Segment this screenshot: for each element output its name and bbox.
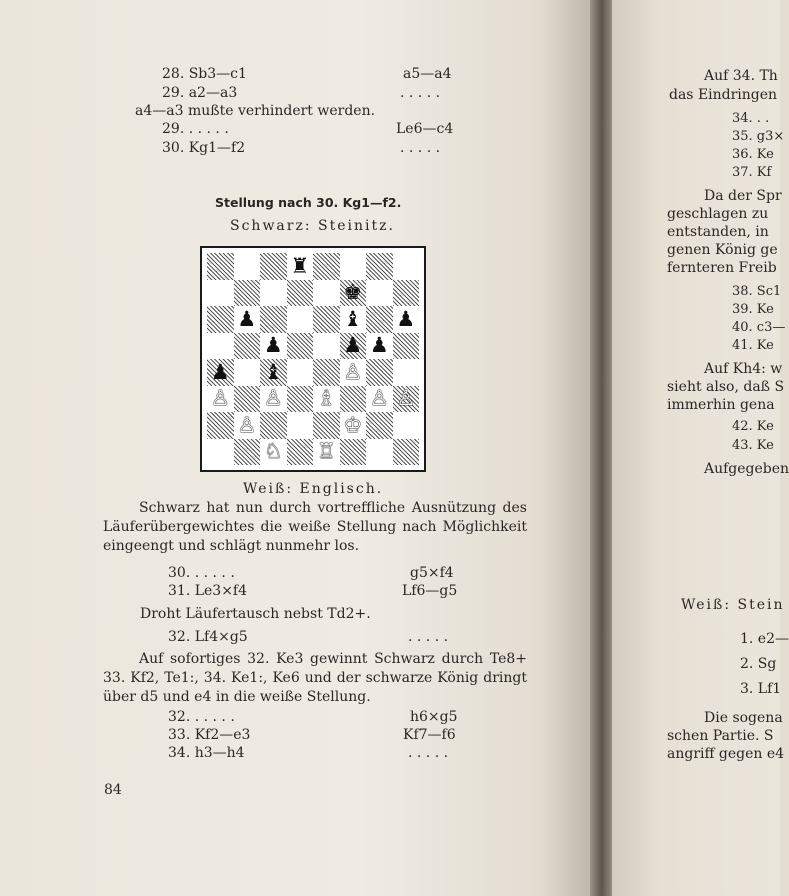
- square-g3: [366, 386, 393, 413]
- move-fragment: 3. Lf1: [740, 681, 782, 697]
- text-fragment: Auf 34. Th: [704, 68, 778, 84]
- text-fragment: Da der Spr: [704, 188, 782, 204]
- square-c2: [260, 412, 287, 439]
- move-black: Le6—c4: [396, 121, 454, 137]
- square-c7: [260, 280, 287, 307]
- black-pawn-piece: ♟: [237, 306, 257, 331]
- move-fragment: 36. Ke: [732, 147, 774, 162]
- diagram-title: Stellung nach 30. Kg1—f2.: [215, 195, 402, 210]
- diagram-white-label: Weiß: Englisch.: [243, 481, 384, 497]
- square-c5: [260, 333, 287, 360]
- square-e8: [313, 253, 340, 280]
- square-f8: [340, 253, 367, 280]
- move-fragment: 37. Kf: [732, 165, 772, 180]
- paragraph-line: über d5 und e4 in die weiße Stellung.: [103, 689, 371, 705]
- paragraph-line: Schwarz hat nun durch vortreffliche Ausnützung des: [139, 500, 527, 516]
- chess-diagram: [200, 246, 426, 472]
- square-f4: [340, 359, 367, 386]
- text-fragment: fernteren Freib: [667, 260, 777, 276]
- square-a3: [207, 386, 234, 413]
- square-e3: [313, 386, 340, 413]
- paragraph-line: Auf sofortiges 32. Ke3 gewinnt Schwarz durch Te8+: [139, 651, 527, 667]
- square-a6: [207, 306, 234, 333]
- move-fragment: 38. Sc1: [732, 284, 782, 299]
- move-white: 30. Kg1—f2: [162, 140, 246, 156]
- square-c8: [260, 253, 287, 280]
- move-white: 34. h3—h4: [168, 745, 245, 761]
- move-fragment: 2. Sg: [740, 656, 777, 672]
- move-fragment: 1. e2—: [740, 631, 789, 647]
- move-fragment: 43. Ke: [732, 438, 774, 453]
- text-fragment: sieht also, daß S: [667, 379, 785, 395]
- paragraph: [103, 499, 527, 556]
- square-b4: [234, 359, 261, 386]
- square-b8: [234, 253, 261, 280]
- square-b2: [234, 412, 261, 439]
- square-e4: [313, 359, 340, 386]
- white-pawn-piece: ♙: [263, 386, 283, 411]
- square-b6: [234, 306, 261, 333]
- square-d8: [287, 253, 314, 280]
- black-pawn-piece: ♟: [369, 333, 389, 358]
- text-fragment: geschlagen zu: [667, 206, 769, 222]
- page-number: 84: [104, 782, 122, 798]
- square-h4: [393, 359, 420, 386]
- square-h2: [393, 412, 420, 439]
- square-f3: [340, 386, 367, 413]
- square-b5: [234, 333, 261, 360]
- paragraph-line: eingeengt und schlägt nunmehr los.: [103, 538, 360, 554]
- square-f6: [340, 306, 367, 333]
- text-fragment: angriff gegen e4: [667, 746, 785, 762]
- square-d2: [287, 412, 314, 439]
- move-black: Lf6—g5: [402, 583, 458, 599]
- square-e2: [313, 412, 340, 439]
- black-pawn-piece: ♟: [343, 333, 363, 358]
- square-e5: [313, 333, 340, 360]
- square-d7: [287, 280, 314, 307]
- square-c1: [260, 439, 287, 466]
- text-fragment: Aufgegeben: [704, 461, 789, 477]
- move-white: 29. a2—a3: [162, 85, 238, 101]
- move-note: a4—a3 mußte verhindert werden.: [135, 103, 376, 119]
- square-a4: [207, 359, 234, 386]
- text-fragment: das Eindringen: [669, 87, 778, 103]
- move-white: 31. Le3×f4: [168, 583, 248, 599]
- move-black: Kf7—f6: [403, 727, 456, 743]
- white-pawn-piece: ♙: [343, 359, 363, 384]
- square-f7: [340, 280, 367, 307]
- square-g7: [366, 280, 393, 307]
- square-b1: [234, 439, 261, 466]
- white-pawn-piece: ♙: [210, 386, 230, 411]
- square-h5: [393, 333, 420, 360]
- square-a1: [207, 439, 234, 466]
- paragraph: [103, 650, 527, 707]
- square-h3: [393, 386, 420, 413]
- black-king-piece: ♚: [343, 280, 363, 305]
- chess-board: [207, 253, 419, 465]
- move-fragment: 39. Ke: [732, 302, 774, 317]
- square-a8: [207, 253, 234, 280]
- square-e1: [313, 439, 340, 466]
- move-white: 29. . . . . .: [162, 121, 229, 137]
- square-h8: [393, 253, 420, 280]
- black-pawn-piece: ♟: [263, 333, 283, 358]
- paragraph-line: 33. Kf2, Te1:, 34. Ke1:, Ke6 und der schwarze König dringt: [103, 670, 527, 686]
- move-black: . . . . .: [400, 140, 441, 156]
- square-d3: [287, 386, 314, 413]
- move-black: . . . . .: [400, 85, 441, 101]
- text-fragment: Die sogena: [704, 710, 783, 726]
- white-pawn-piece: ♙: [396, 386, 416, 411]
- square-g5: [366, 333, 393, 360]
- move-fragment: 40. c3—: [732, 320, 786, 335]
- square-e7: [313, 280, 340, 307]
- move-black: . . . . .: [408, 745, 449, 761]
- square-g6: [366, 306, 393, 333]
- white-pawn-piece: ♙: [369, 386, 389, 411]
- move-white: 28. Sb3—c1: [162, 66, 247, 82]
- white-pawn-piece: ♙: [237, 412, 257, 437]
- right-page: [612, 0, 789, 896]
- white-bishop-piece: ♗: [316, 386, 336, 411]
- move-white: 32. . . . . .: [168, 709, 235, 725]
- black-pawn-piece: ♟: [396, 306, 416, 331]
- move-black: h6×g5: [410, 709, 458, 725]
- white-king-piece: ♔: [343, 412, 363, 437]
- move-note: Droht Läufertausch nebst Td2+.: [140, 606, 371, 622]
- black-rook-piece: ♜: [290, 253, 310, 278]
- square-a7: [207, 280, 234, 307]
- move-white: 30. . . . . .: [168, 565, 235, 581]
- move-white: 32. Lf4×g5: [168, 629, 248, 645]
- move-fragment: 41. Ke: [732, 338, 774, 353]
- text-fragment: Auf Kh4: w: [704, 361, 783, 377]
- move-fragment: 35. g3×: [732, 129, 785, 144]
- square-g1: [366, 439, 393, 466]
- square-a5: [207, 333, 234, 360]
- square-e6: [313, 306, 340, 333]
- square-d1: [287, 439, 314, 466]
- square-d4: [287, 359, 314, 386]
- square-h6: [393, 306, 420, 333]
- square-h7: [393, 280, 420, 307]
- white-rook-piece: ♖: [316, 439, 336, 464]
- move-black: g5×f4: [410, 565, 454, 581]
- diagram-black-label: Schwarz: Steinitz.: [230, 218, 395, 234]
- black-bishop-piece: ♝: [343, 306, 363, 331]
- move-black: . . . . .: [408, 629, 449, 645]
- square-d6: [287, 306, 314, 333]
- square-f2: [340, 412, 367, 439]
- square-b3: [234, 386, 261, 413]
- text-fragment: schen Partie. S: [667, 728, 774, 744]
- square-g8: [366, 253, 393, 280]
- paragraph-line: Läuferübergewichtes die weiße Stellung nach Möglichkeit: [103, 519, 527, 535]
- square-f5: [340, 333, 367, 360]
- square-f1: [340, 439, 367, 466]
- move-white: 33. Kf2—e3: [168, 727, 251, 743]
- text-fragment: Weiß: Stein: [681, 597, 785, 613]
- black-pawn-piece: ♟: [210, 359, 230, 384]
- text-fragment: entstanden, in: [667, 224, 769, 240]
- black-bishop-piece: ♝: [263, 359, 283, 384]
- square-h1: [393, 439, 420, 466]
- square-c6: [260, 306, 287, 333]
- square-d5: [287, 333, 314, 360]
- square-c4: [260, 359, 287, 386]
- move-fragment: 42. Ke: [732, 419, 774, 434]
- square-c3: [260, 386, 287, 413]
- square-g2: [366, 412, 393, 439]
- square-g4: [366, 359, 393, 386]
- text-fragment: genen König ge: [667, 242, 778, 258]
- text-fragment: immerhin gena: [667, 397, 775, 413]
- white-knight-piece: ♘: [263, 439, 283, 464]
- square-a2: [207, 412, 234, 439]
- move-black: a5—a4: [403, 66, 452, 82]
- move-fragment: 34. . .: [732, 111, 770, 126]
- square-b7: [234, 280, 261, 307]
